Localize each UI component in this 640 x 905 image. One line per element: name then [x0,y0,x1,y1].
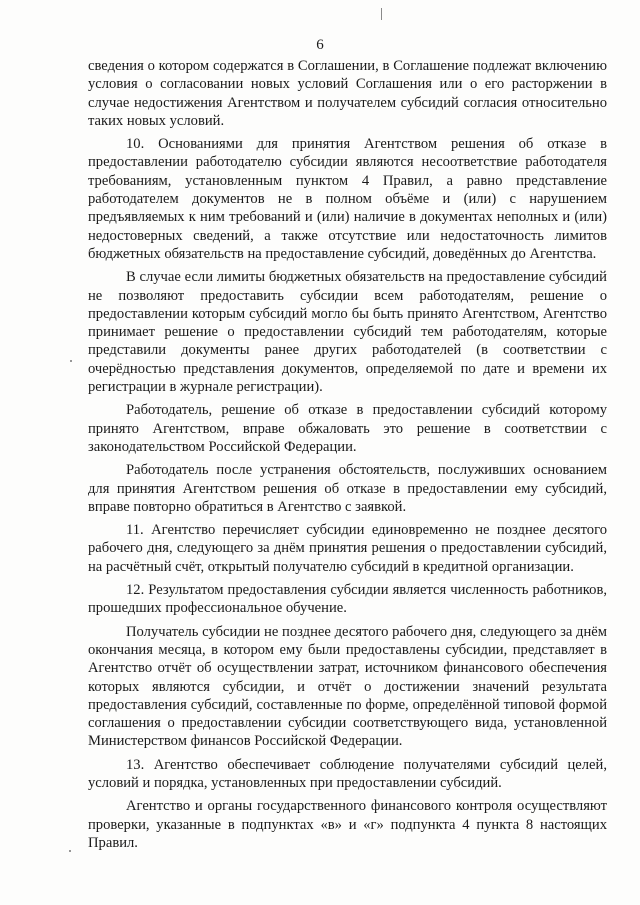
paragraph: 12. Результатом предоставления субсидии является численность работников, прошедших профессиональное обучение. [88,582,607,617]
paragraph: 11. Агентство перечисляет субсидии единовременно не позднее десятого рабочего дня, следующего за днём принятия решения о предоставлении субсидий, на расчётный счёт, открытый получателю субсидий в кредитной организации. [88,522,607,575]
scan-artifact-margin-dot [70,360,72,362]
scan-artifact-top [381,8,382,20]
paragraph: 13. Агентство обеспечивает соблюдение получателями субсидий целей, условий и порядка, установленных при предоставлении субсидий. [88,756,607,791]
scan-artifact-margin-dot [69,850,71,852]
document-body [88,57,607,852]
paragraph: Агентство и органы государственного финансового контроля осуществляют проверки, указанные в подпунктах «в» и «г» подпункта 4 пункта 8 настоящих Правил. [88,798,607,851]
paragraph: Работодатель после устранения обстоятельств, послуживших основанием для принятия Агентством решения об отказе в предоставлении ему субсидий, вправе повторно обратиться в Агентство с заявкой. [88,462,607,515]
page-number: 6 [316,37,324,53]
paragraph: Работодатель, решение об отказе в предоставлении субсидий которому принято Агентством, вправе обжаловать это решение в соответствии с законодательством Российской Федерации. [88,402,607,455]
paragraph: В случае если лимиты бюджетных обязательств на предоставление субсидий не позволяют предоставить субсидии всем работодателям, решение о предоставлении которым субсидий могло бы быть принято Агентством, Агентство принимает решение о предоставлении субсидий тем работодателям, которые представили документы ранее других работодателей (в соответствии с очерёдностью представления документов, определяемой по дате и времени их регистрации в журнале регистрации). [88,269,607,396]
paragraph: Получатель субсидии не позднее десятого рабочего дня, следующего за днём окончания месяца, в котором ему были предоставлены субсидии, представляет в Агентство отчёт об осуществлении затрат, источником финансового обеспечения которых являются субсидии, и отчёт о достижении значений результата предоставления субсидий, составленные по форме, определённой типовой формой соглашения о предоставлении субсидии соответствующего вида, установленной Министерством финансов Российской Федерации. [88,623,607,750]
paragraph: сведения о котором содержатся в Соглашении, в Соглашение подлежат включению условия о согласовании новых условий Соглашения или о его расторжении в случае недостижения Агентством и получателем субсидий согласия относительно таких новых условий. [88,58,607,129]
paragraph: 10. Основаниями для принятия Агентством решения об отказе в предоставлении работодателю субсидии являются несоответствие работодателя требованиям, установленным пунктом 4 Правил, а равно представление работодателем документов не в полном объёме и (или) с нарушением предъявляемых к ним требований и (или) наличие в документах неполных и (или) недостоверных сведений, а также отсутствие или недостаточность лимитов бюджетных обязательств на предоставление субсидий, доведённых до Агентства. [88,136,607,262]
